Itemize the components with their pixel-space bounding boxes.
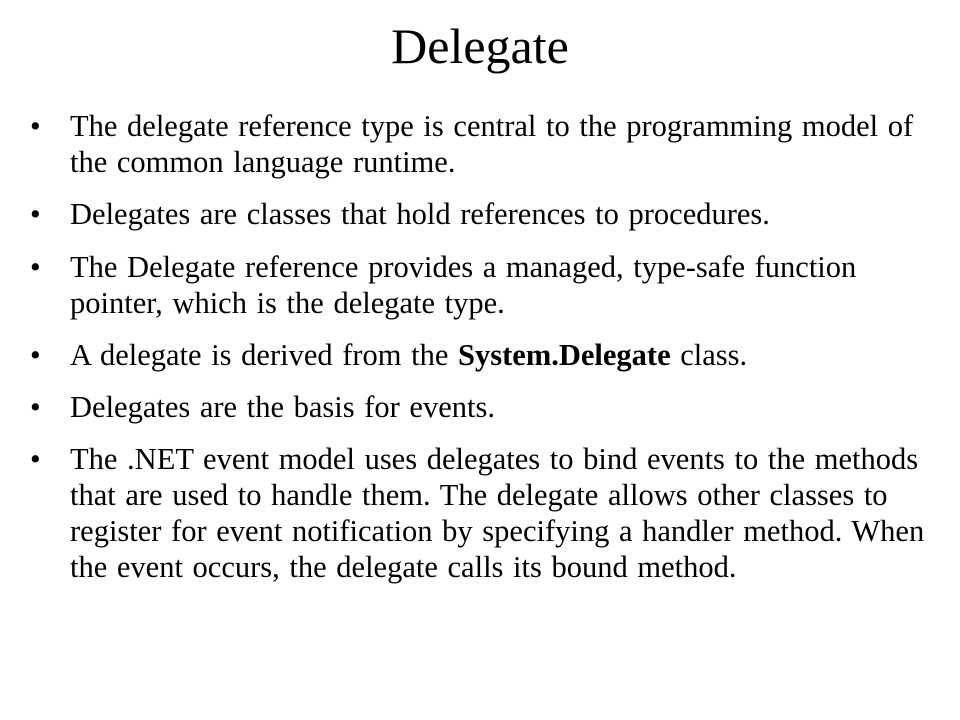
bullet-item-classes (30, 196, 950, 232)
bullet-item-derived (30, 337, 950, 373)
bullet-text: The Delegate reference provides a managed, type-safe function pointer, which is the delegate type. (70, 250, 857, 320)
bullet-list (30, 108, 950, 601)
bullet-icon: • (30, 197, 41, 231)
slide-title: Delegate (391, 18, 569, 74)
bullet-text: The delegate reference type is central to the programming model of the common language runtime. (70, 109, 914, 179)
bullet-icon: • (30, 338, 41, 372)
bullet-icon: • (30, 390, 41, 424)
bullet-item-function-pointer (30, 249, 950, 321)
bullet-item-events (30, 389, 950, 425)
bullet-text: The .NET event model uses delegates to bind events to the methods that are used to handle them. The delegate allows other classes to register for event notification by specifying a handler method. When the event occurs, the delegate calls its bound method. (70, 442, 925, 584)
bullet-icon: • (30, 442, 41, 476)
bullet-item-runtime (30, 108, 950, 180)
bullet-icon: • (30, 250, 41, 284)
bullet-text-after: class. (670, 338, 748, 372)
bullet-item-event-model (30, 441, 950, 585)
bullet-text: Delegates are the basis for events. (70, 390, 495, 424)
bullet-icon: • (30, 109, 41, 143)
bullet-text-before: A delegate is derived from the (70, 338, 459, 372)
system-delegate-term: System.Delegate (458, 338, 671, 372)
bullet-text: Delegates are classes that hold references to procedures. (70, 197, 770, 231)
